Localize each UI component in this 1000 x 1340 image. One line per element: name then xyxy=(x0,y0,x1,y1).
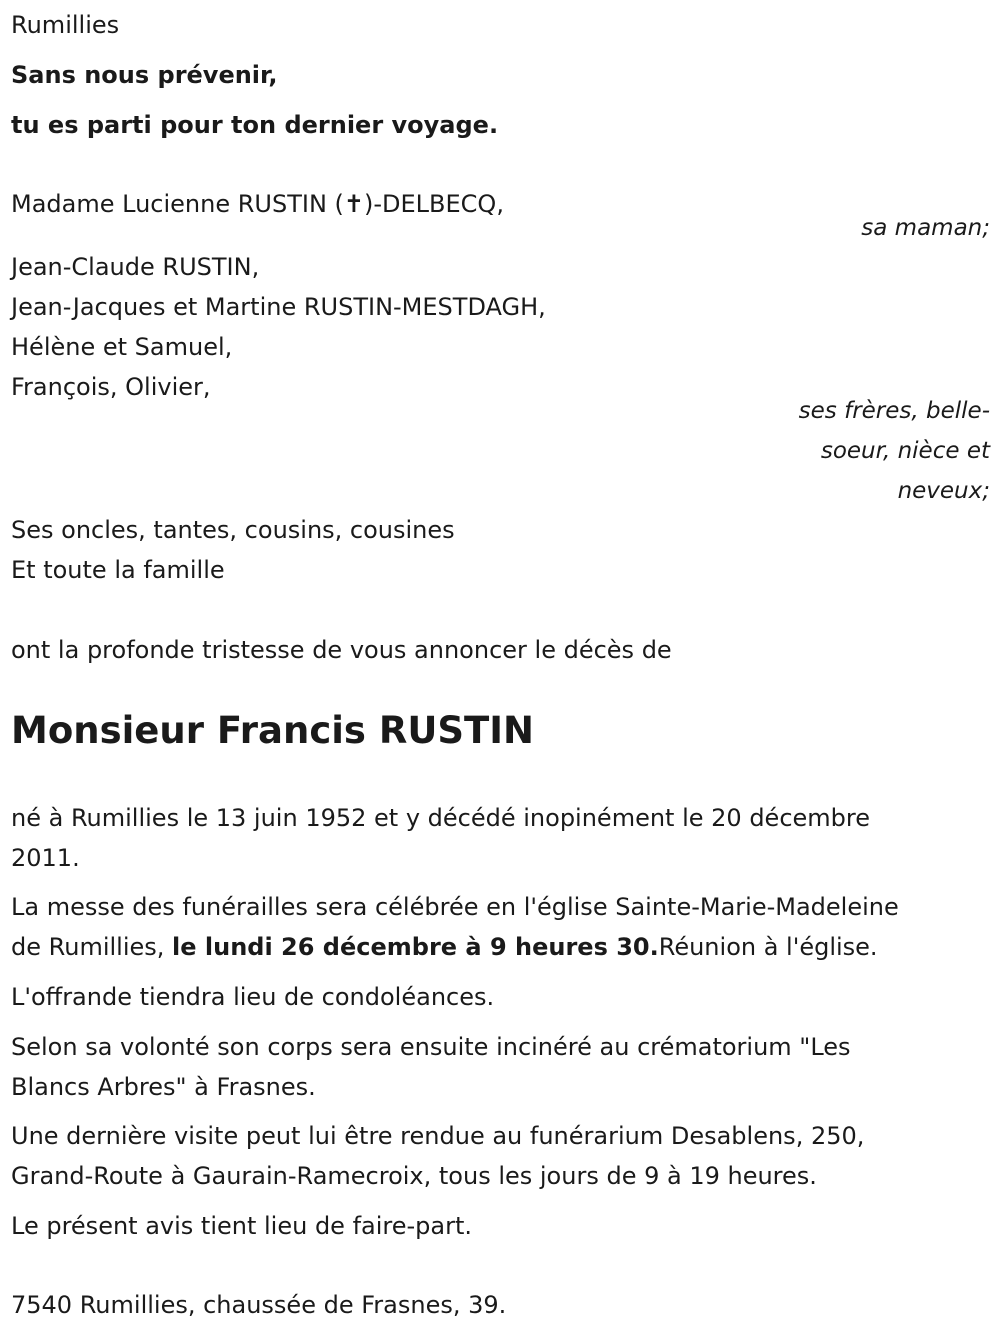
mass-line-2 xyxy=(11,932,878,962)
birth-death-line: né à Rumillies le 13 juin 1952 et y décédé inopinément le 20 décembre xyxy=(11,804,870,832)
sibling-name: Hélène et Samuel, xyxy=(11,333,233,361)
mother-role: sa maman; xyxy=(861,215,990,241)
address: 7540 Rumillies, chaussée de Frasnes, 39. xyxy=(11,1291,507,1319)
notice-line: Le présent avis tient lieu de faire-part. xyxy=(11,1212,473,1240)
verse-line-2: tu es parti pour ton dernier voyage. xyxy=(11,111,499,139)
verse-line-1: Sans nous prévenir, xyxy=(11,61,278,89)
cremation-line: Blancs Arbres" à Frasnes. xyxy=(11,1073,316,1101)
extended-family-line: Ses oncles, tantes, cousins, cousines xyxy=(11,516,455,544)
mother-name: Madame Lucienne RUSTIN (✝)-DELBECQ, xyxy=(11,190,504,218)
mass-line: La messe des funérailles sera célébrée en l'église Sainte-Marie-Madeleine xyxy=(11,893,899,921)
visit-line: Grand-Route à Gaurain-Ramecroix, tous les jours de 9 à 19 heures. xyxy=(11,1162,817,1190)
announcement: ont la profonde tristesse de vous annoncer le décès de xyxy=(11,636,672,664)
siblings-role-line: soeur, nièce et xyxy=(820,438,990,464)
visit-line: Une dernière visite peut lui être rendue au funérarium Desablens, 250, xyxy=(11,1122,865,1150)
birth-death-line: 2011. xyxy=(11,844,80,872)
deceased-name: Monsieur Francis RUSTIN xyxy=(11,709,534,752)
sibling-name: François, Olivier, xyxy=(11,373,211,401)
cremation-line: Selon sa volonté son corps sera ensuite incinéré au crématorium "Les xyxy=(11,1033,851,1061)
mass-post: Réunion à l'église. xyxy=(658,933,878,961)
siblings-role-line: neveux; xyxy=(897,478,990,504)
sibling-name: Jean-Jacques et Martine RUSTIN-MESTDAGH, xyxy=(11,293,546,321)
offering-line: L'offrande tiendra lieu de condoléances. xyxy=(11,983,495,1011)
place-header: Rumillies xyxy=(11,11,120,39)
sibling-name: Jean-Claude RUSTIN, xyxy=(11,253,260,281)
mass-pre: de Rumillies, xyxy=(11,933,173,961)
extended-family-line: Et toute la famille xyxy=(11,556,225,584)
siblings-role-line: ses frères, belle- xyxy=(798,398,990,424)
mass-date: le lundi 26 décembre à 9 heures 30. xyxy=(172,933,659,961)
